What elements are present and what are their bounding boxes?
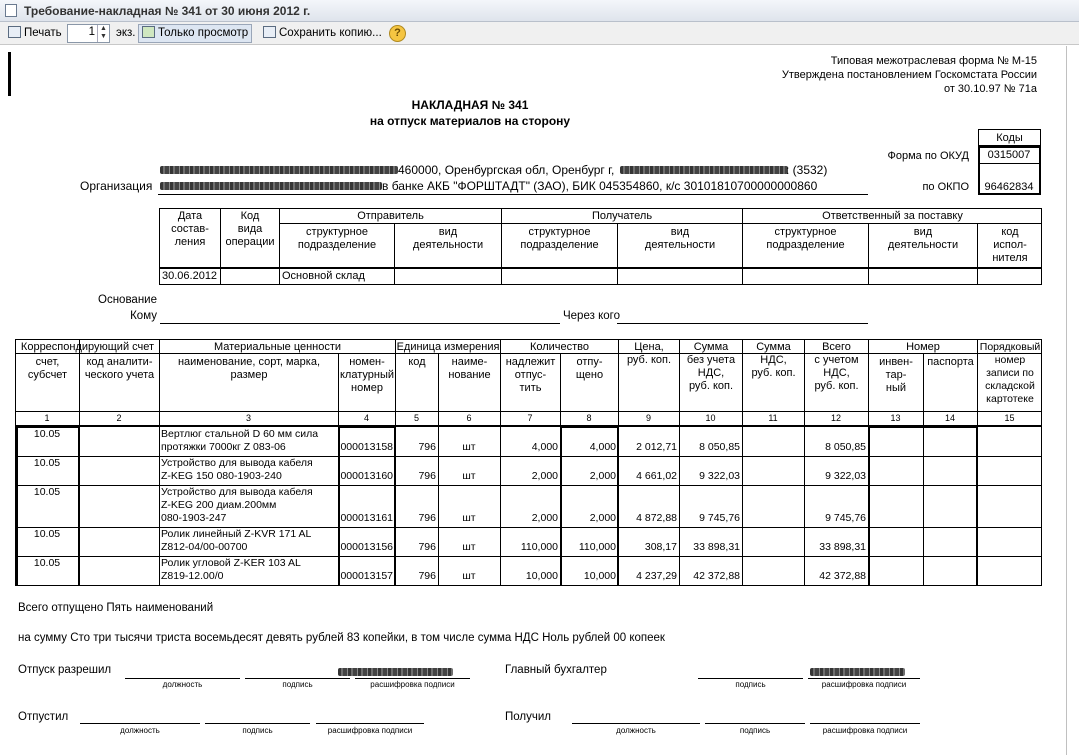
price-cell: 2 012,71 [636, 441, 677, 453]
signature-decode-caption: расшифровка подписи [822, 726, 908, 735]
save-copy-label: Сохранить копию... [279, 27, 382, 39]
unit-header: Единица измерения [396, 341, 500, 353]
copies-value: 1 [88, 26, 95, 38]
to-whom-underline [160, 323, 560, 324]
unit-name-cell: шт [462, 512, 476, 524]
column-number: 8 [586, 413, 592, 423]
unit-name-cell: шт [462, 441, 476, 453]
price-cell: 4 872,88 [636, 512, 677, 524]
total-items: Всего отпущено Пять наименований [18, 602, 214, 614]
print-label: Печать [24, 27, 62, 39]
printer-icon [8, 26, 21, 38]
column-number: 5 [413, 413, 419, 423]
sum-no-vat-header: Сумма без учета НДС, руб. коп. [686, 341, 736, 392]
name-cell: Ролик угловой Z-KER 103 AL Z819-12.00/0 [161, 557, 301, 582]
sender-struct-header: структурное подразделение [297, 226, 377, 251]
okpo-value: 96462834 [984, 181, 1034, 193]
total-cell: 33 898,31 [819, 541, 866, 553]
unit-code-cell: 796 [418, 570, 436, 582]
redacted-org-account [160, 182, 382, 190]
view-only-label: Только просмотр [158, 27, 249, 39]
total-cell: 9 322,03 [825, 470, 866, 482]
codes-header [978, 129, 1041, 146]
qty-required-cell: 10,000 [525, 570, 558, 582]
nomen-cell: 000013157 [340, 570, 393, 582]
column-number: 3 [245, 413, 251, 423]
analytic-code-header: код аналити- ческого учета [84, 356, 155, 381]
receiver-header: Получатель [591, 210, 653, 222]
unit-name-cell: шт [462, 570, 476, 582]
column-number: 13 [890, 413, 901, 423]
price-cell: 4 661,02 [636, 470, 677, 482]
window-title: Требование-накладная № 341 от 30 июня 2012 г. [24, 4, 311, 18]
cell-border [868, 556, 978, 586]
account-header: счет, субсчет [27, 356, 68, 381]
column-number: 4 [363, 413, 369, 423]
name-cell: Вертлюг стальной D 60 мм сила протяжки 7000кг Z 083-06 [161, 428, 319, 453]
corr-account-header: Корреспондирующий счет [20, 341, 155, 353]
column-number: 14 [944, 413, 955, 423]
org-underline [158, 194, 868, 195]
print-button[interactable] [4, 24, 66, 43]
page-edge [1066, 46, 1067, 755]
quantity-header: Количество [529, 341, 590, 353]
column-number: 9 [645, 413, 651, 423]
vat-sum-header: Сумма НДС, руб. коп. [751, 341, 796, 379]
qty-required-cell: 2,000 [531, 512, 558, 524]
qty-required-cell: 110,000 [520, 541, 558, 553]
sign-line [808, 678, 920, 679]
executor-code-header: код испол- нителя [992, 226, 1028, 264]
sign-line [80, 723, 200, 724]
sign-line [205, 723, 310, 724]
release-allowed-label: Отпуск разрешил [18, 664, 112, 676]
unit-code-cell: 796 [418, 541, 436, 553]
view-only-icon [142, 26, 155, 38]
position-caption: должность [616, 726, 656, 735]
sender-activity-header: вид деятельности [412, 226, 484, 251]
name-cell: Устройство для вывода кабеля Z-KEG 150 080-1903-240 [161, 457, 313, 482]
price-cell: 308,17 [644, 541, 677, 553]
nomen-cell: 000013161 [340, 512, 393, 524]
sign-line [245, 678, 350, 679]
column-number: 6 [466, 413, 472, 423]
received-by-label: Получил [505, 711, 551, 723]
total-sum: на сумму Сто три тысячи триста восемьдесят девять рублей 83 копейки, в том числе сумма НДС Ноль рублей 00 копеек [18, 632, 665, 644]
column-number: 2 [116, 413, 122, 423]
redacted-signature [338, 668, 453, 676]
passport-header: паспорта [927, 356, 974, 368]
org-bank: в банке АКБ "ФОРШТАДТ" (ЗАО), БИК 045354860, к/с 30101810700000000860 [382, 179, 818, 193]
signature-caption: подпись [735, 680, 766, 689]
qty-released-cell: 4,000 [589, 441, 616, 453]
copies-stepper[interactable] [67, 24, 110, 43]
released-by-label: Отпустил [18, 711, 69, 723]
cursor-marker [8, 52, 12, 96]
column-number: 15 [1004, 413, 1015, 423]
sum-cell: 9 322,03 [699, 470, 740, 482]
responsible-header: Ответственный за поставку [822, 210, 963, 222]
redacted-accountant-name [810, 668, 905, 676]
okud-label: Форма по ОКУД [887, 150, 969, 162]
sign-line [572, 723, 700, 724]
signature-decode-caption: расшифровка подписи [821, 680, 907, 689]
okud-value: 0315007 [987, 149, 1031, 161]
sum-cell: 9 745,76 [699, 512, 740, 524]
column-number: 12 [830, 413, 841, 423]
name-cell: Ролик линейный Z-KVR 171 AL Z812-04/00-00700 [161, 528, 312, 553]
codes-divider [978, 163, 1041, 164]
order-no-header: Порядковый номер записи по складской картотеке [979, 341, 1041, 405]
codes-label: Коды [996, 132, 1023, 144]
col-line [438, 353, 439, 586]
view-only-toggle[interactable] [138, 24, 252, 43]
document-sheet [0, 46, 1079, 755]
document-subtitle: на отпуск материалов на сторону [369, 114, 571, 128]
unit-name-header: наиме- нование [448, 356, 491, 381]
account-cell: 10.05 [33, 486, 61, 498]
toolbar [0, 22, 1079, 45]
column-number: 11 [768, 413, 778, 423]
through-underline [617, 323, 868, 324]
signature-caption: подпись [242, 726, 273, 735]
form-line3: от 30.10.97 № 71а [943, 83, 1037, 95]
stepper-arrows-icon[interactable]: ▲ ▼ [97, 25, 109, 42]
signature-caption: подпись [739, 726, 771, 735]
org-phone: : (3532) [786, 163, 828, 177]
account-cell: 10.05 [33, 428, 61, 440]
org-address: 460000, Оренбургская обл, Оренбург г, [398, 163, 615, 177]
qty-released-cell: 2,000 [589, 470, 616, 482]
sum-cell: 42 372,88 [693, 570, 740, 582]
to-release-header: надлежит отпус- тить [505, 356, 556, 394]
unit-name-cell: шт [462, 541, 476, 553]
nomen-header: номен- клатурный номер [339, 356, 394, 394]
released-header: отпу- щено [575, 356, 604, 381]
window-titlebar [0, 0, 1079, 22]
save-copy-button[interactable] [259, 24, 386, 43]
chief-accountant-label: Главный бухгалтер [505, 664, 607, 676]
redacted-org-name [160, 166, 398, 174]
account-cell: 10.05 [33, 528, 61, 540]
sender-header: Отправитель [357, 210, 424, 222]
sum-cell: 33 898,31 [693, 541, 740, 553]
receiver-activity-header: вид деятельности [644, 226, 716, 251]
redacted-org-address [620, 166, 788, 174]
unit-code-cell: 796 [418, 441, 436, 453]
form-line2: Утверждена постановлением Госкомстата России [781, 69, 1037, 81]
price-cell: 4 237,29 [636, 570, 677, 582]
unit-code-cell: 796 [418, 512, 436, 524]
sign-line [705, 723, 805, 724]
floppy-disk-icon [263, 26, 276, 38]
column-number: 7 [527, 413, 533, 423]
unit-code-cell: 796 [418, 470, 436, 482]
position-caption: должность [120, 726, 160, 735]
unit-name-cell: шт [462, 470, 476, 482]
nomen-cell: 000013156 [340, 541, 393, 553]
date-value: 30.06.2012 [162, 270, 218, 282]
sign-line [698, 678, 803, 679]
basis-label: Основание [98, 294, 157, 306]
cell-border [868, 527, 978, 557]
inventory-header: инвен- тар- ный [879, 356, 913, 394]
column-number: 10 [705, 413, 716, 423]
qty-released-cell: 2,000 [589, 512, 616, 524]
date-header: Дата состав- ления [171, 210, 209, 248]
qty-required-cell: 2,000 [531, 470, 558, 482]
qty-released-cell: 110,000 [578, 541, 616, 553]
total-cell: 8 050,85 [825, 441, 866, 453]
shipment-header-line [159, 267, 1042, 269]
responsible-struct-header: структурное подразделение [766, 226, 845, 251]
document-title: НАКЛАДНАЯ № 341 [411, 98, 529, 112]
qty-required-cell: 4,000 [531, 441, 558, 453]
receiver-struct-header: структурное подразделение [520, 226, 599, 251]
total-cell: 9 745,76 [825, 512, 866, 524]
okpo-label: по ОКПО [922, 181, 969, 193]
total-vat-header: Всего с учетом НДС, руб. коп. [814, 341, 859, 392]
signature-decode-caption: расшифровка подписи [370, 680, 455, 689]
account-cell: 10.05 [33, 557, 61, 569]
name-cell: Устройство для вывода кабеля Z-KEG 200 диам.200мм 080-1903-247 [161, 486, 313, 524]
sign-line [316, 723, 424, 724]
sender-struct-value: Основной склад [282, 270, 365, 282]
through-label: Через кого [563, 310, 620, 322]
account-cell: 10.05 [33, 457, 61, 469]
org-label: Организация [80, 179, 153, 193]
nomen-cell: 000013158 [340, 441, 393, 453]
name-header: наименование, сорт, марка, размер [177, 356, 321, 381]
number-header: Номер [906, 341, 940, 353]
total-cell: 42 372,88 [819, 570, 866, 582]
unit-code-header: код [408, 356, 426, 368]
cell-border [868, 456, 978, 486]
signature-decode-caption: расшифровка подписи [327, 726, 413, 735]
form-line1: Типовая межотраслевая форма № М-15 [830, 55, 1037, 67]
cell-border [868, 485, 978, 528]
cell-border [868, 427, 978, 457]
qty-released-cell: 10,000 [583, 570, 616, 582]
column-number: 1 [44, 413, 50, 423]
position-caption: должность [162, 680, 203, 689]
help-icon[interactable]: ? [389, 25, 406, 42]
to-whom-label: Кому [130, 310, 157, 322]
price-header: Цена, руб. коп. [626, 341, 672, 366]
sum-cell: 8 050,85 [699, 441, 740, 453]
materials-header: Материальные ценности [213, 341, 342, 353]
nomen-cell: 000013160 [340, 470, 393, 482]
sign-line [355, 678, 470, 679]
sign-line [810, 723, 920, 724]
sign-line [125, 678, 240, 679]
responsible-activity-header: вид деятельности [887, 226, 959, 251]
copies-unit: экз. [116, 27, 136, 39]
signature-caption: подпись [282, 680, 313, 689]
optype-header: Код вида операции [225, 210, 275, 248]
document-icon [5, 4, 17, 17]
